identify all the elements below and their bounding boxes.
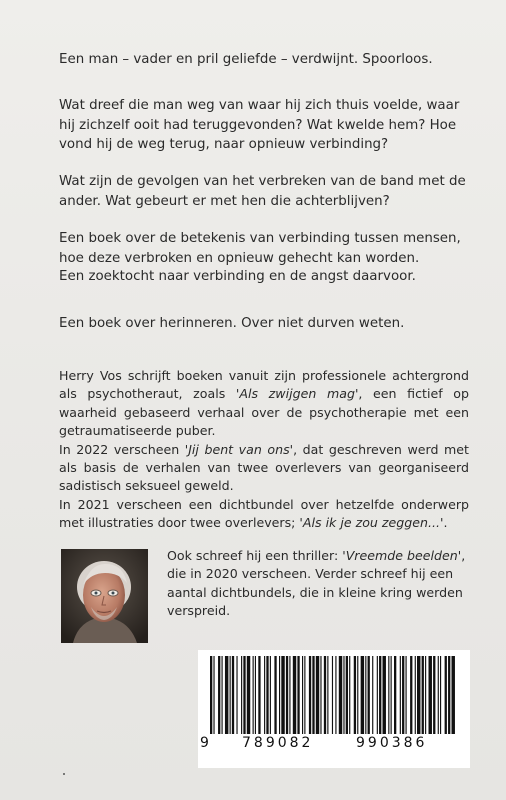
book-title: 'Als zwijgen mag' — [235, 386, 359, 402]
bio-paragraph-1 — [59, 367, 469, 441]
isbn-digit-prefix: 9 — [200, 735, 209, 751]
isbn-digits-left: 789082 — [242, 735, 314, 751]
book-title: 'Vreemde beelden' — [342, 548, 462, 563]
intro-paragraph-1: Een man – vader en pril geliefde – verdwijnt. Spoorloos. — [59, 52, 433, 67]
intro-paragraph-3: Wat zijn de gevolgen van het verbreken van de band met de ander. Wat gebeurt er met hen die achterblijven? — [59, 174, 466, 209]
bio-paragraph-3 — [59, 496, 469, 533]
bio-paragraph-2 — [59, 441, 469, 496]
author-side-text — [167, 547, 475, 621]
intro-paragraph-5: Een boek over herinneren. Over niet durven weten. — [59, 316, 405, 331]
intro-paragraph-2: Wat dreef die man weg van waar hij zich thuis voelde, waar hij zichzelf ooit had teruggevonden? Wat kwelde hem? Hoe vond hij de weg terug, naar opnieuw verbinding? — [59, 98, 460, 152]
bio-text: . — [443, 515, 448, 531]
book-title: 'Als ik je zou zeggen...' — [299, 515, 444, 531]
isbn-digits-right: 990386 — [356, 735, 428, 751]
intro-paragraph-4: Een boek over de betekenis van verbinding tussen mensen, hoe deze verbroken en opnieuw gehecht kan worden. — [59, 231, 461, 266]
bio-text: , een fictief op waarheid gebaseerd verhaal over de psychotherapie met een getraumatiseerde puber. — [59, 386, 469, 439]
dust-speck — [63, 773, 65, 775]
bio-text: , dat geschreven werd met als basis de verhalen van twee overlevers van georganiseerd sadistisch seksueel geweld. — [59, 441, 469, 494]
barcode-bars — [210, 656, 458, 736]
author-bio — [59, 367, 469, 533]
intro-paragraph-4b: Een zoektocht naar verbinding en de angst daarvoor. — [59, 269, 416, 284]
bio-text: Herry Vos schrijft boeken vanuit zijn professionele achtergrond als psychotheraut, zoals — [59, 368, 469, 402]
book-title: 'Jij bent van ons' — [184, 441, 294, 457]
side-text: Ook schreef hij een thriller: — [167, 548, 343, 563]
author-photo — [61, 549, 148, 643]
side-text: , die in 2020 verscheen. Verder schreef hij een aantal dichtbundels, die in kleine kring werden verspreid. — [167, 548, 466, 619]
bio-text: In 2021 verscheen een dichtbundel over hetzelfde onderwerp met illustraties door twee overlevers; — [59, 496, 469, 531]
isbn-barcode — [198, 650, 470, 768]
bio-text: In 2022 verscheen — [59, 441, 185, 457]
